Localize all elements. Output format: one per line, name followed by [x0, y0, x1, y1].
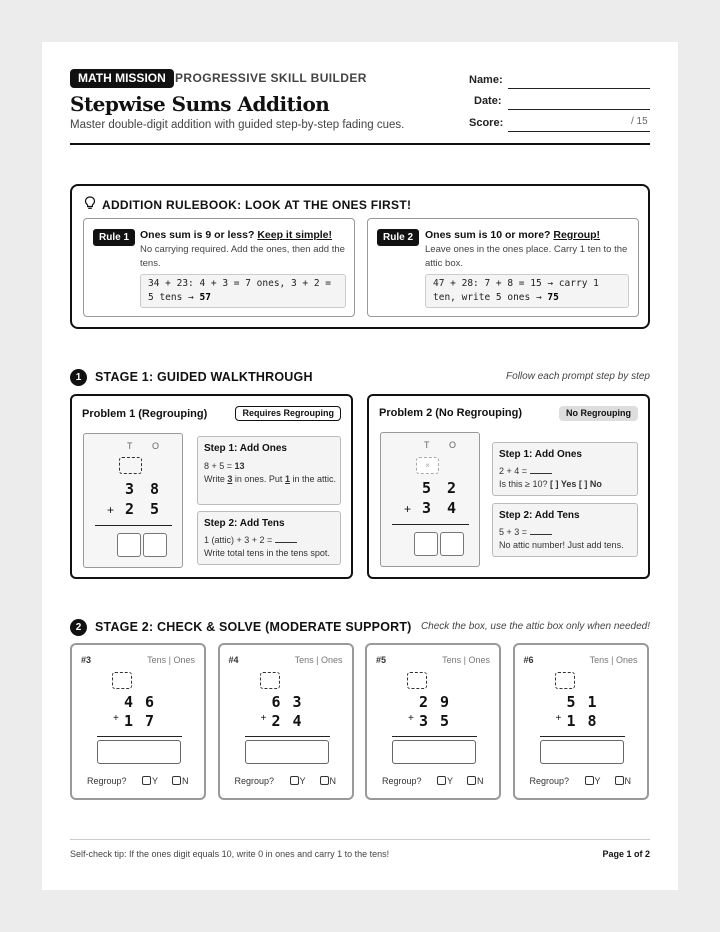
- stage-number: 1: [70, 369, 87, 386]
- regroup-no[interactable]: [615, 776, 632, 786]
- checkbox[interactable]: [290, 776, 299, 785]
- regroup-question: Regroup?: [382, 776, 422, 786]
- header-divider: [70, 143, 650, 145]
- bottom-tens-digit: 1: [124, 712, 134, 730]
- step-carry-value: 1: [284, 474, 290, 484]
- step-prompt: [499, 526, 552, 539]
- yes-label: Y: [594, 776, 601, 786]
- step-card-2: [492, 503, 638, 557]
- rule-heading-emphasis: Keep it simple!: [257, 229, 332, 241]
- top-ones-digit: 1: [587, 693, 597, 711]
- yes-label: Y: [447, 776, 454, 786]
- top-tens-digit: 5: [566, 693, 576, 711]
- problem-title: Problem 1 (Regrouping): [82, 408, 208, 420]
- bottom-ones-digit: 8: [587, 712, 597, 730]
- footer-divider: [70, 839, 650, 840]
- problem-title: Problem 2 (No Regrouping): [379, 407, 522, 419]
- attic-box[interactable]: [260, 672, 280, 689]
- plus-sign: +: [260, 713, 267, 724]
- no-label: N: [329, 776, 336, 786]
- ones-header: O: [449, 440, 457, 450]
- rulebook-title: ADDITION RULEBOOK: LOOK AT THE ONES FIRST!: [102, 198, 412, 212]
- no-label: N: [477, 776, 484, 786]
- rule-example-result: 57: [199, 292, 211, 303]
- answer-tens-box[interactable]: [117, 533, 141, 557]
- top-ones-digit: 3: [292, 693, 302, 711]
- top-ones-digit: 8: [150, 480, 160, 498]
- checkbox[interactable]: [615, 776, 624, 785]
- problem-number: #3: [81, 655, 92, 665]
- rule-example-text: ten, write 5 ones →: [433, 292, 542, 303]
- rule-example-line: [433, 291, 621, 305]
- sum-line: [392, 524, 469, 525]
- bottom-tens-digit: 1: [566, 712, 576, 730]
- plus-sign: +: [408, 713, 414, 724]
- checkbox[interactable]: [437, 776, 446, 785]
- bottom-ones-digit: 7: [145, 712, 155, 730]
- step-instruction: Write total tens in the tens spot.: [204, 548, 330, 558]
- regroup-no[interactable]: [467, 776, 484, 786]
- score-total: / 15: [631, 116, 648, 127]
- stage-note: Follow each prompt step by step: [506, 371, 650, 382]
- bottom-ones-digit: 5: [150, 500, 160, 518]
- answer-blank[interactable]: [275, 535, 297, 543]
- answer-box[interactable]: [97, 740, 181, 764]
- attic-box[interactable]: [555, 672, 575, 689]
- bottom-tens-digit: 3: [419, 712, 429, 730]
- rule-example-line: 34 + 23: 4 + 3 = 7 ones, 3 + 2 =: [148, 278, 332, 289]
- column-work-area: [83, 433, 183, 568]
- answer-blank[interactable]: [530, 527, 552, 535]
- step-question: [499, 478, 602, 491]
- step-prompt-text: 5 + 3 =: [499, 527, 528, 537]
- rule-heading: [425, 229, 600, 241]
- answer-ones-box[interactable]: [143, 533, 167, 557]
- score-label: Score:: [469, 117, 504, 129]
- sum-line: [392, 736, 477, 737]
- top-ones-digit: 9: [440, 693, 450, 711]
- column-label: Tens | Ones: [294, 655, 343, 665]
- stage-title: STAGE 2: CHECK & SOLVE (MODERATE SUPPORT): [95, 620, 412, 634]
- answer-box[interactable]: [245, 740, 329, 764]
- step-card-1: [197, 436, 341, 505]
- sum-line: [95, 525, 172, 526]
- answer-box[interactable]: [392, 740, 476, 764]
- step-instruction: No attic number! Just add tens.: [499, 540, 624, 550]
- step-text: Write: [204, 474, 225, 484]
- page-subtitle: Master double-digit addition with guided step-by-step fading cues.: [70, 119, 405, 131]
- step-card-1: [492, 442, 638, 496]
- date-field[interactable]: [508, 96, 650, 110]
- bottom-tens-digit: 2: [125, 500, 135, 518]
- top-tens-digit: 6: [271, 693, 281, 711]
- rule-heading-text: Ones sum is 10 or more?: [425, 229, 551, 241]
- name-field[interactable]: [508, 75, 650, 89]
- regroup-yes[interactable]: [585, 776, 601, 786]
- step-text: in ones. Put: [234, 474, 283, 484]
- regroup-yes[interactable]: [437, 776, 453, 786]
- page-number: Page 1 of 2: [602, 849, 650, 859]
- column-label: Tens | Ones: [147, 655, 195, 665]
- plus-sign: +: [107, 503, 115, 517]
- step-prompt-text: 8 + 5 =: [204, 461, 233, 471]
- step-prompt-value: 13: [234, 461, 245, 471]
- attic-box-disabled: ×: [416, 457, 439, 474]
- column-work-area: [380, 432, 480, 567]
- checkbox[interactable]: [142, 776, 151, 785]
- sum-line: [97, 736, 182, 737]
- rule-example-result: 75: [547, 292, 559, 303]
- rule-heading-text: Ones sum is 9 or less?: [140, 229, 255, 241]
- problem-card: [218, 643, 354, 800]
- top-tens-digit: 4: [124, 693, 134, 711]
- plus-sign: +: [404, 502, 412, 516]
- plus-sign: +: [555, 713, 562, 724]
- mission-badge: MATH MISSION: [70, 69, 174, 88]
- bottom-tens-digit: 3: [422, 499, 432, 517]
- rule-example-text: 5 tens →: [148, 292, 194, 303]
- problem-card-1: [70, 394, 353, 579]
- top-tens-digit: 5: [422, 479, 432, 497]
- bottom-ones-digit: 4: [447, 499, 457, 517]
- rule-description: No carrying required. Add the ones, then add the tens.: [140, 244, 345, 269]
- checkbox[interactable]: [320, 776, 329, 785]
- rule-card-1: [83, 218, 355, 317]
- rule-tag: Rule 1: [93, 229, 135, 246]
- regroup-no[interactable]: [320, 776, 337, 786]
- regroup-pill: No Regrouping: [559, 406, 638, 421]
- yes-checkbox[interactable]: [ ] Yes: [549, 479, 577, 489]
- rule-card-2: [367, 218, 639, 317]
- step-prompt: [204, 460, 245, 473]
- top-tens-digit: 2: [419, 693, 429, 711]
- checkbox[interactable]: [585, 776, 594, 785]
- regroup-question: Regroup?: [234, 776, 275, 786]
- step-prompt-text: 1 (attic) + 3 + 2 =: [204, 535, 273, 545]
- attic-box[interactable]: [407, 672, 427, 689]
- sum-line: [540, 736, 625, 737]
- tens-header: T: [127, 441, 133, 451]
- answer-ones-box[interactable]: [440, 532, 464, 556]
- step-ones-value: 3: [227, 474, 233, 484]
- yes-label: Y: [152, 776, 159, 786]
- plus-sign: +: [113, 713, 119, 724]
- name-label: Name:: [469, 74, 503, 86]
- rule-tag: Rule 2: [377, 229, 419, 246]
- regroup-yes[interactable]: [142, 776, 158, 786]
- step-text: in the attic.: [292, 474, 336, 484]
- regroup-pill: Requires Regrouping: [235, 406, 341, 421]
- rule-heading: [140, 229, 332, 241]
- kicker-label: PROGRESSIVE SKILL BUILDER: [175, 71, 367, 85]
- stage-title: STAGE 1: GUIDED WALKTHROUGH: [95, 370, 313, 384]
- step-title: Step 2: Add Tens: [499, 510, 580, 521]
- top-tens-digit: 3: [125, 480, 135, 498]
- step-question-text: Is this ≥ 10?: [499, 479, 548, 489]
- answer-blank[interactable]: [530, 466, 552, 474]
- step-card-2: [197, 511, 341, 565]
- regroup-yes[interactable]: [290, 776, 306, 786]
- rulebook-panel: [70, 184, 650, 329]
- tens-header: T: [424, 440, 430, 450]
- column-label: Tens | Ones: [442, 655, 490, 665]
- yes-label: Y: [299, 776, 306, 786]
- attic-box[interactable]: [112, 672, 132, 689]
- regroup-question: Regroup?: [87, 776, 127, 786]
- column-label: Tens | Ones: [589, 655, 638, 665]
- problem-card: [70, 643, 206, 800]
- step-title: Step 1: Add Ones: [204, 443, 287, 454]
- step-prompt: [204, 534, 297, 547]
- footer-tip: Self-check tip: If the ones digit equals 10, write 0 in ones and carry 1 to the tens!: [70, 849, 390, 859]
- rule-example-line: 47 + 28: 7 + 8 = 15 → carry 1: [433, 278, 599, 289]
- no-label: N: [182, 776, 189, 786]
- rule-example: [425, 274, 629, 308]
- bottom-tens-digit: 2: [271, 712, 281, 730]
- worksheet-page: [42, 42, 678, 890]
- attic-box[interactable]: [119, 457, 142, 474]
- rule-example-line: [148, 291, 338, 305]
- no-checkbox[interactable]: [ ] No: [578, 479, 602, 489]
- checkbox[interactable]: [467, 776, 476, 785]
- answer-tens-box[interactable]: [414, 532, 438, 556]
- step-title: Step 1: Add Ones: [499, 449, 582, 460]
- checkbox[interactable]: [172, 776, 181, 785]
- rule-description: Leave ones in the ones place. Carry 1 ten to the attic box.: [425, 244, 628, 269]
- answer-box[interactable]: [540, 740, 624, 764]
- problem-card: [513, 643, 649, 800]
- no-label: N: [624, 776, 631, 786]
- problem-card-2: [367, 394, 650, 579]
- bottom-ones-digit: 4: [292, 712, 302, 730]
- page-title: Stepwise Sums Addition: [70, 92, 330, 116]
- problem-card: [365, 643, 501, 800]
- top-ones-digit: 6: [145, 693, 155, 711]
- date-label: Date:: [474, 95, 502, 107]
- step-prompt-text: 2 + 4 =: [499, 466, 528, 476]
- regroup-no[interactable]: [172, 776, 189, 786]
- lightbulb-icon: [84, 196, 96, 210]
- problem-number: #6: [523, 655, 534, 665]
- problem-number: #4: [228, 655, 239, 665]
- bottom-ones-digit: 5: [440, 712, 450, 730]
- problem-number: #5: [376, 655, 387, 665]
- rule-example: [140, 274, 346, 308]
- stage-number: 2: [70, 619, 87, 636]
- regroup-question: Regroup?: [529, 776, 570, 786]
- stage-note: Check the box, use the attic box only when needed!: [420, 621, 650, 632]
- step-prompt: [499, 465, 552, 478]
- sum-line: [245, 736, 330, 737]
- step-instruction: [204, 473, 338, 486]
- score-field[interactable]: [508, 118, 650, 132]
- top-ones-digit: 2: [447, 479, 457, 497]
- ones-header: O: [152, 441, 160, 451]
- step-title: Step 2: Add Tens: [204, 518, 285, 529]
- rule-heading-emphasis: Regroup!: [553, 229, 601, 241]
